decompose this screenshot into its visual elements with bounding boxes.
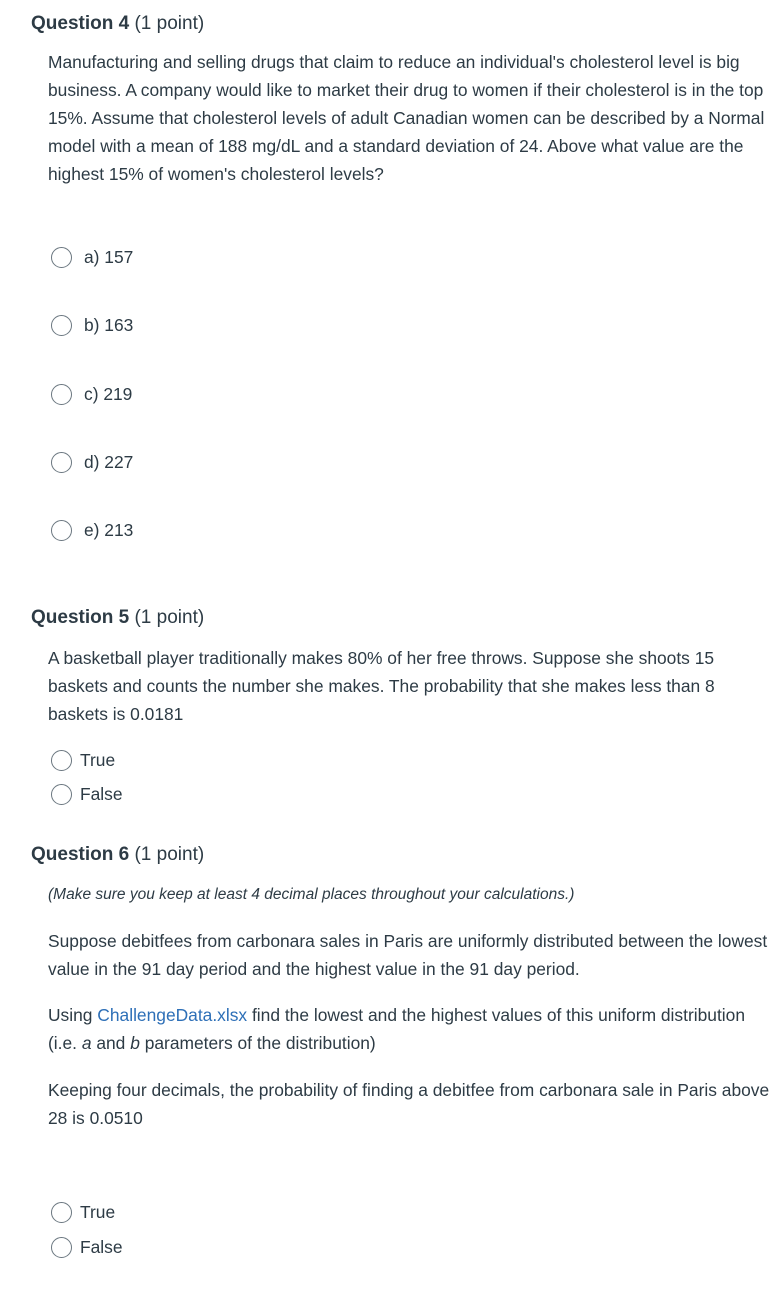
question-6-paragraph-2 [48,1001,770,1057]
radio-button[interactable] [51,247,72,268]
question-4-points: (1 point) [134,13,205,34]
q4-option-e[interactable] [51,518,133,542]
question-5-header [31,606,204,630]
question-6-title: Question 6 [31,844,130,865]
q4-option-d[interactable] [51,450,133,474]
question-4-title: Question 4 [31,13,130,34]
para2-suffix: parameters of the distribution) [139,1033,376,1053]
q4-option-b[interactable] [51,313,133,337]
q5-option-true[interactable] [51,748,115,772]
question-6-header [31,843,204,867]
q6-option-true-label: True [80,1201,116,1222]
question-6-note: (Make sure you keep at least 4 decimal places throughout your calculations.) [48,886,575,903]
q5-option-true-label: True [80,749,116,770]
radio-button[interactable] [51,520,72,541]
para2-mid1: find the lowest and the highest values of this uniform distribution (i.e. [48,1005,745,1053]
question-4-header [31,12,204,36]
param-a: a [81,1033,92,1053]
radio-button[interactable] [51,1237,72,1258]
q4-option-a[interactable] [51,245,133,269]
question-5-text: A basketball player traditionally makes 80% of her free throws. Suppose she shoots 15 baskets and counts the number she makes. The probability that she makes less than 8 baskets is 0.0181 [48,648,715,724]
para2-prefix: Using [48,1005,98,1025]
radio-button[interactable] [51,315,72,336]
radio-button[interactable] [51,452,72,473]
question-5-points: (1 point) [134,607,205,628]
q5-option-false[interactable] [51,782,123,806]
q6-option-false[interactable] [51,1235,123,1259]
radio-button[interactable] [51,750,72,771]
q6-option-false-label: False [80,1236,123,1257]
question-5-title: Question 5 [31,607,130,628]
q6-option-true[interactable] [51,1200,115,1224]
q4-option-a-label: a) 157 [84,246,134,267]
question-4-text: Manufacturing and selling drugs that claim to reduce an individual's cholesterol level is big business. A company would like to market their drug to women if their cholesterol is in the top 15%. Assume that cholesterol levels of adult Canadian women can be described by a Normal model with a mean of 188 mg/dL and a standard deviation of 24. Above what value are the highest 15% of women's cholesterol levels? [48,52,765,184]
question-6-paragraph-3: Keeping four decimals, the probability of finding a debitfee from carbonara sale in Paris above 28 is 0.0510 [48,1080,770,1128]
question-6-points: (1 point) [134,844,205,865]
q5-option-false-label: False [80,783,123,804]
challenge-data-link[interactable]: ChallengeData.xlsx [97,1005,248,1025]
radio-button[interactable] [51,384,72,405]
question-6-paragraph-1: Suppose debitfees from carbonara sales in Paris are uniformly distributed between the lowest value in the 91 day period and the highest value in the 91 day period. [48,931,768,979]
q4-option-e-label: e) 213 [84,519,134,540]
q4-option-d-label: d) 227 [84,451,134,472]
para2-mid2: and [91,1033,131,1053]
radio-button[interactable] [51,784,72,805]
q4-option-b-label: b) 163 [84,314,134,335]
radio-button[interactable] [51,1202,72,1223]
param-b: b [130,1033,140,1053]
q4-option-c[interactable] [51,382,132,406]
q4-option-c-label: c) 219 [84,383,133,404]
